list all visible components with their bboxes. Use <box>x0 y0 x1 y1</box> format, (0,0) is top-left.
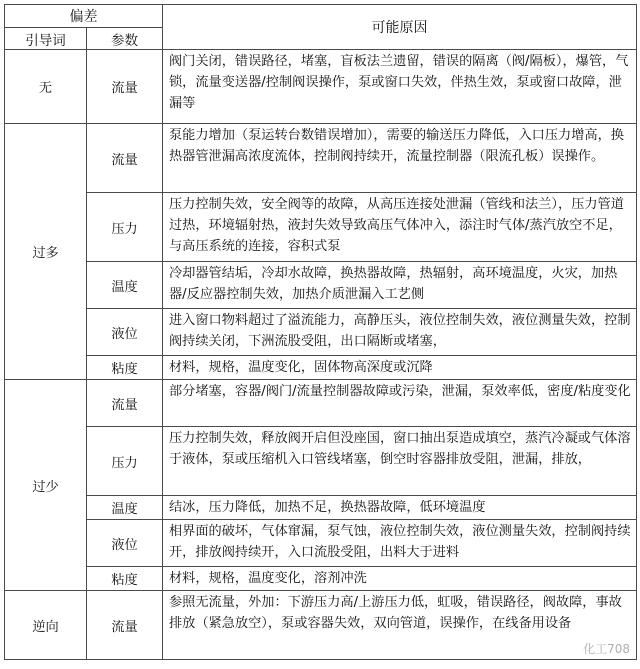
guide-word-cell: 过少 <box>5 380 87 591</box>
parameter-cell: 压力 <box>87 427 163 496</box>
cause-cell: 结冰，压力降低，加热不足，换热器故障，低环境温度 <box>163 496 637 520</box>
parameter-cell: 液位 <box>87 309 163 356</box>
cause-cell: 冷却器管结垢，冷却水故障，换热器故障，热辐射，高环境温度，火灾，加热器/反应器控制失效，加热介质泄漏入工艺侧 <box>163 262 637 309</box>
parameter-cell: 压力 <box>87 193 163 262</box>
header-row <box>5 5 637 28</box>
cause-cell: 材料，规格，温度变化，溶剂冲洗 <box>163 567 637 591</box>
table-row <box>5 50 637 124</box>
table-row <box>5 356 637 380</box>
guide-word-header: 引导词 <box>5 28 87 50</box>
parameter-cell: 温度 <box>87 262 163 309</box>
cause-cell: 部分堵塞，容器/阀门/流量控制器故障或污染，泄漏，泵效率低，密度/粘度变化 <box>163 380 637 427</box>
guide-word-cell: 无 <box>5 50 87 124</box>
cause-cell: 进入窗口物料超过了溢流能力，高静压头，液位控制失效，液位测量失效，控制阀持续关闭，下洲流股受阻，出口隔断或堵塞， <box>163 309 637 356</box>
cause-cell: 压力控制失效，释放阀开启但没座国，窗口抽出泵造成填空，蒸汽冷凝或气体溶于液体，泵或压缩机入口管线堵塞，倒空时容器排放受阻，泄漏，排放， <box>163 427 637 496</box>
table-row <box>5 262 637 309</box>
cause-cell: 参照无流量，外加：下游压力高/上游压力低，虹吸，错误路径，阀故障，事故排放（紧急放空），泵或容器失效，双向管道，误操作，在线备用设备 <box>163 591 637 660</box>
table-row <box>5 193 637 262</box>
table-row <box>5 427 637 496</box>
table-row <box>5 309 637 356</box>
cause-cell: 压力控制失效，安全阀等的故障，从高压连接处泄漏（管线和法兰），压力管道过热，环境辐射热，液封失效导致高压气体冲入，添注时气体/蒸汽放空不足，与高压系统的连接，容积式泵 <box>163 193 637 262</box>
parameter-cell: 温度 <box>87 496 163 520</box>
deviation-header: 偏差 <box>5 5 163 28</box>
guide-word-cell: 过多 <box>5 124 87 380</box>
table-row <box>5 124 637 193</box>
parameter-cell: 粘度 <box>87 356 163 380</box>
parameter-header: 参数 <box>87 28 163 50</box>
table-row <box>5 496 637 520</box>
parameter-cell: 流量 <box>87 124 163 193</box>
table-row <box>5 591 637 660</box>
table-row <box>5 520 637 567</box>
parameter-cell: 粘度 <box>87 567 163 591</box>
guide-word-cell: 逆向 <box>5 591 87 660</box>
cause-cell: 泵能力增加（泵运转台数错误增加），需要的输送压力降低，入口压力增高，换热器管泄漏高浓度流体，控制阀持续开，流量控制器（限流孔板）误操作。 <box>163 124 637 193</box>
hazop-deviation-table <box>4 4 637 660</box>
table-row <box>5 380 637 427</box>
possible-causes-header: 可能原因 <box>163 5 637 50</box>
parameter-cell: 流量 <box>87 380 163 427</box>
cause-cell: 相界面的破坏，气体窜漏，泵气蚀，液位控制失效，液位测量失效，控制阀持续开，排放阀持续开，入口流股受阻，出料大于进料 <box>163 520 637 567</box>
parameter-cell: 流量 <box>87 591 163 660</box>
cause-cell: 阀门关闭，错误路径，堵塞，盲板法兰遗留，错误的隔离（阀/隔板），爆管，气锁，流量变送器/控制阀误操作，泵或窗口失效，伴热生效，泵或窗口故障，泄漏等 <box>163 50 637 124</box>
watermark: 化工708 <box>583 642 630 656</box>
parameter-cell: 液位 <box>87 520 163 567</box>
table-row <box>5 567 637 591</box>
cause-cell: 材料，规格，温度变化，固体物高深度或沉降 <box>163 356 637 380</box>
parameter-cell: 流量 <box>87 50 163 124</box>
